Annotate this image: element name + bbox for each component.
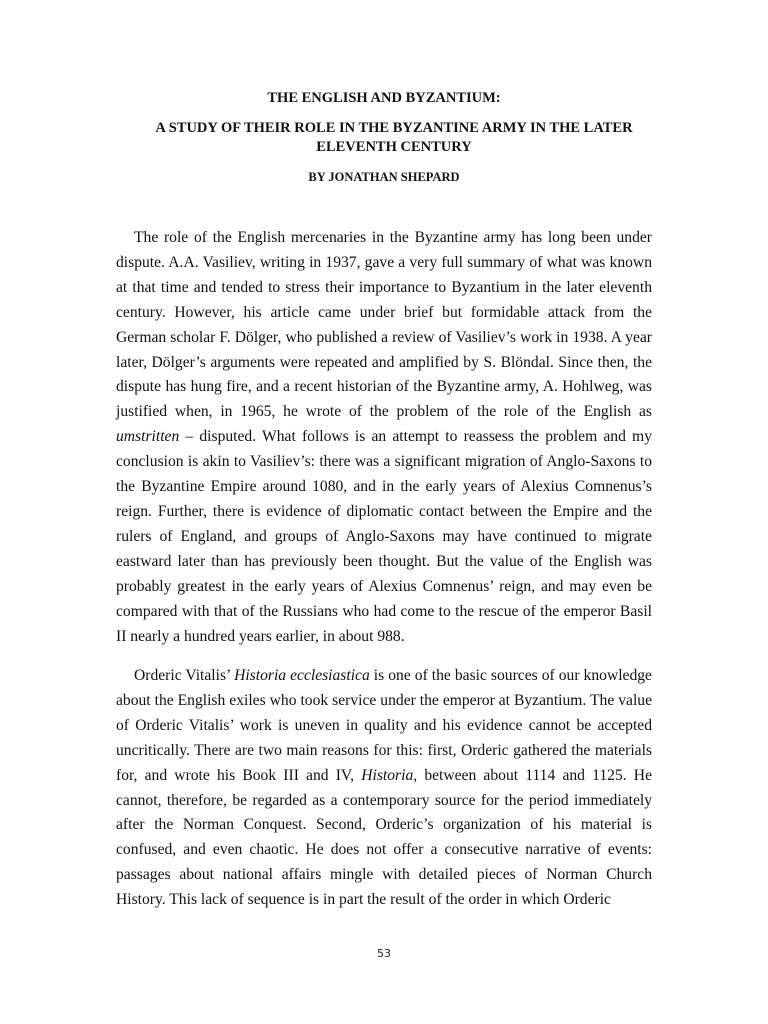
paragraph-2-italic-title: Historia ecclesiastica (234, 667, 370, 684)
paragraph-2-part-3: , between about 1114 and 1125. He cannot, therefore, be regarded as a contemporary source for the period immediately after the Norman Conquest. Second, Orderic’s organization of his material is confused, and even chaotic. He does not offer a consecutive narrative of events: passages about national affairs mingle with detailed pieces of Norman Church History. This lack of sequence is in part the result of the order in which Orderic (116, 766, 652, 909)
document-title: THE ENGLISH AND BYZANTIUM: (267, 90, 501, 106)
body-paragraph-1 (116, 226, 652, 649)
body-paragraph-2 (116, 664, 652, 913)
page-number: 53 (377, 947, 391, 960)
paragraph-1-part-2: – disputed. What follows is an attempt to reassess the problem and my conclusion is akin to Vasiliev’s: there was a significant migration of Anglo-Saxons to the Byzantine Empire around 1080, and in the early years of Alexius Comnenus’s reign. Further, there is evidence of diplomatic contact between the Empire and the rulers of England, and groups of Anglo-Saxons may have continued to migrate eastward later than has previously been thought. But the value of the English was probably greatest in the early years of Alexius Comnenus’ reign, and may even be compared with that of the Russians who had come to the rescue of the emperor Basil II nearly a hundred years earlier, in about 988. (116, 428, 652, 645)
paragraph-2-part-2: is one of the basic sources of our knowledge about the English exiles who took service under the emperor at Byzantium. The value of Orderic Vitalis’ work is uneven in quality and his evidence cannot be accepted uncritically. There are two main reasons for this: first, Orderic gathered the materials for, and wrote his Book III and IV, (116, 667, 652, 784)
paragraph-2-part-1: Orderic Vitalis’ (134, 667, 235, 684)
paragraph-1-italic-term: umstritten (116, 428, 180, 446)
byline: BY JONATHAN SHEPARD (308, 170, 460, 184)
document-subtitle: A STUDY OF THEIR ROLE IN THE BYZANTINE ARMY IN THE LATER ELEVENTH CENTURY (155, 120, 633, 155)
paragraph-1-part-1: The role of the English mercenaries in the Byzantine army has long been under dispute. A.A. Vasiliev, writing in 1937, gave a very full summary of what was known at that time and tended to stress their importance to Byzantium in the later eleventh century. However, his article came under brief but formidable attack from the German scholar F. Dölger, who published a review of Vasiliev’s work in 1938. A year later, Dölger’s arguments were repeated and amplified by S. Blöndal. Since then, the dispute has hung fire, and a recent historian of the Byzantine army, A. Hohlweg, was justified when, in 1965, he wrote of the problem of the role of the English as (116, 229, 652, 421)
paragraph-2-italic-work: Historia (361, 766, 414, 784)
